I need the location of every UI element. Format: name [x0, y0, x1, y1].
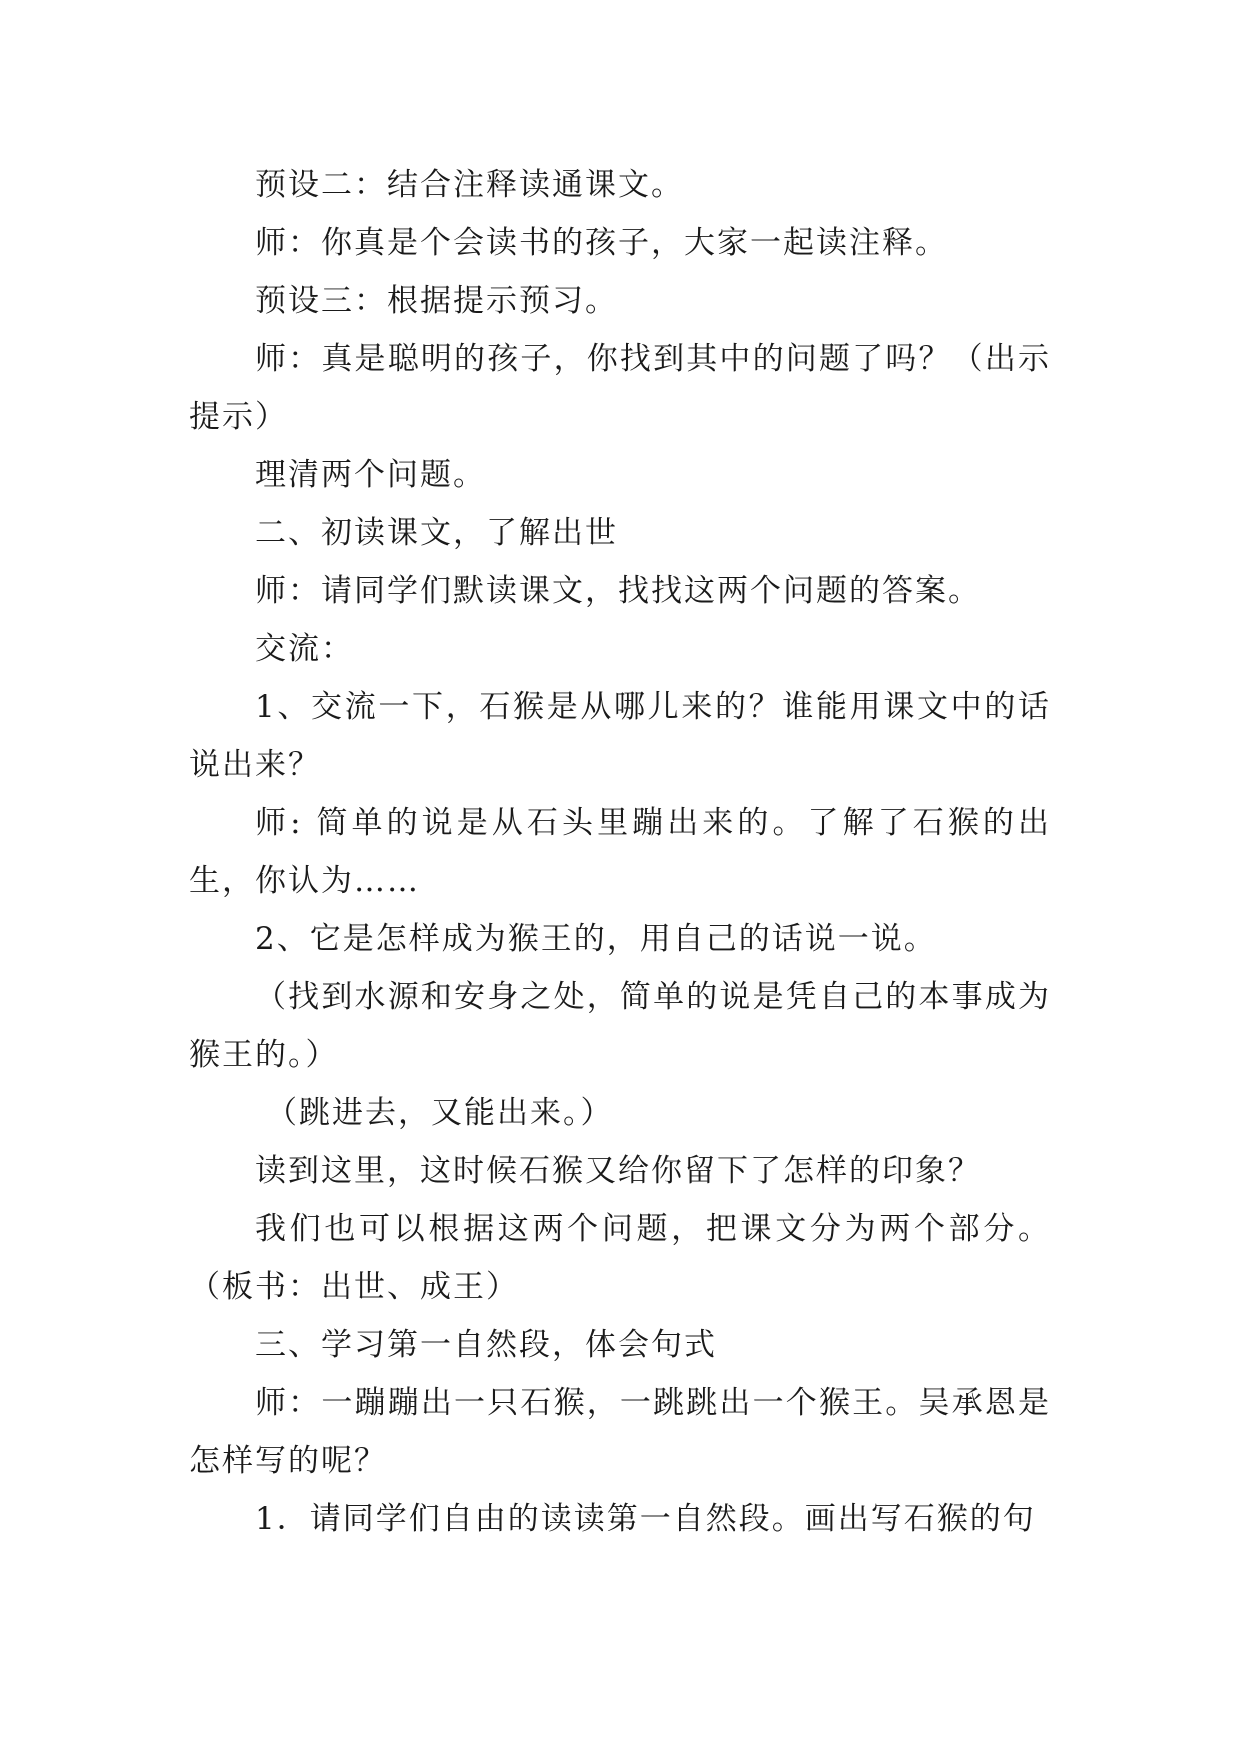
paragraph-water-source: （找到水源和安身之处，简单的说是凭自己的本事成为猴王的。） [189, 979, 1051, 1073]
document-body [189, 156, 1051, 1548]
paragraph-teacher-question: 师：真是聪明的孩子，你找到其中的问题了吗？（出示提示） [189, 341, 1051, 435]
list-item-1: 1、交流一下，石猴是从哪儿来的？谁能用课文中的话说出来？ [189, 689, 1051, 783]
paragraph-teacher-wu: 师：一蹦蹦出一只石猴，一跳跳出一个猴王。吴承恩是怎样写的呢？ [189, 1385, 1051, 1479]
paragraph-impression: 读到这里，这时候石猴又给你留下了怎样的印象？ [255, 1153, 981, 1189]
list-item-2: 2、它是怎样成为猴王的，用自己的话说一说。 [255, 921, 937, 957]
paragraph-exchange: 交流： [255, 631, 354, 667]
paragraph-teacher-birth: 师: 简单的说是从石头里蹦出来的。了解了石猴的出生，你认为…… [189, 805, 1051, 899]
list-item-read-first: 1．请同学们自由的读读第一自然段。画出写石猴的句 [255, 1501, 1036, 1537]
paragraph-two-questions: 理清两个问题。 [255, 457, 486, 493]
section-heading-three: 三、学习第一自然段，体会句式 [255, 1327, 717, 1363]
paragraph-preset-two: 预设二：结合注释读通课文。 [255, 167, 684, 203]
section-heading-two: 二、初读课文，了解出世 [255, 515, 618, 551]
paragraph-teacher-notes: 师：你真是个会读书的孩子，大家一起读注释。 [255, 225, 948, 261]
paragraph-preset-three: 预设三：根据提示预习。 [255, 283, 618, 319]
paragraph-silent-reading: 师：请同学们默读课文，找找这两个问题的答案。 [255, 573, 981, 609]
paragraph-two-parts: 我们也可以根据这两个问题，把课文分为两个部分。（板书：出世、成王） [189, 1211, 1051, 1305]
paragraph-jump-in: （跳进去，又能出来。） [266, 1095, 614, 1131]
